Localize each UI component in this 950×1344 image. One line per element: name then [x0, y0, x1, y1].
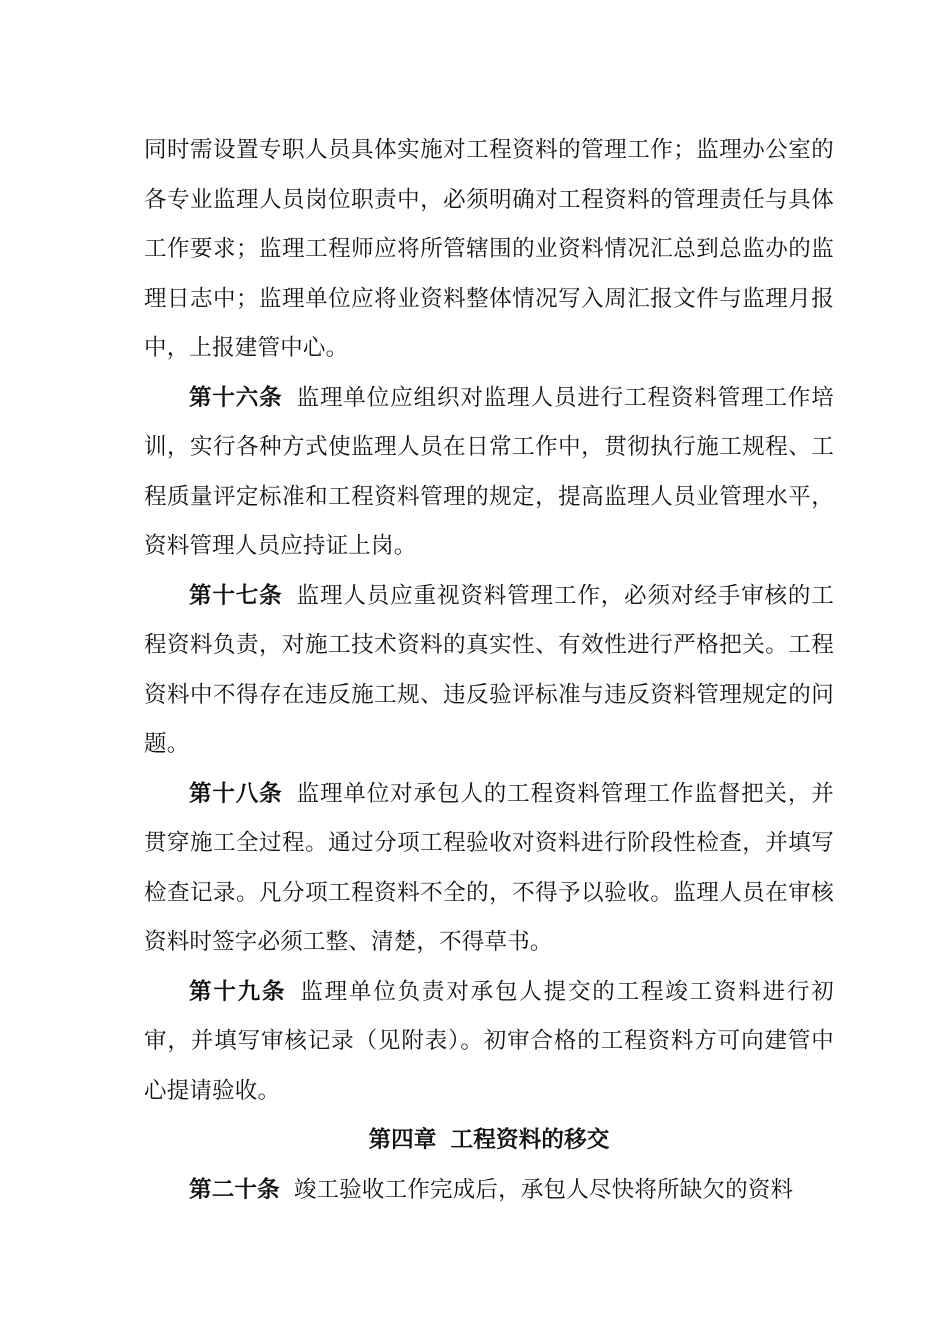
article-number: 第十六条	[189, 384, 283, 411]
article-number: 第十七条	[189, 582, 283, 609]
article-20	[144, 1166, 834, 1216]
article-text: 监理单位负责对承包人提交的工程竣工资料进行初审，并填写审核记录（见附表）。初审合格的工程资料方可向建管中心提请验收。	[144, 978, 834, 1104]
document-body	[144, 126, 834, 1215]
article-text: 监理单位应组织对监理人员进行工程资料管理工作培训，实行各种方式使监理人员在日常工作中，贯彻执行施工规程、工程质量评定标准和工程资料管理的规定，提高监理人员业管理水平，资料管理人员应持证上岗。	[144, 384, 834, 559]
article-number: 第二十条	[189, 1176, 280, 1203]
article-17	[144, 572, 834, 770]
article-text: 竣工验收工作完成后，承包人尽快将所缺欠的资料	[293, 1176, 794, 1203]
article-number: 第十八条	[189, 780, 283, 807]
article-18	[144, 770, 834, 968]
paragraph-continued	[144, 126, 834, 374]
article-text: 监理人员应重视资料管理工作，必须对经手审核的工程资料负责，对施工技术资料的真实性、有效性进行严格把关。工程资料中不得存在违反施工规、违反验评标准与违反资料管理规定的问题。	[144, 582, 834, 757]
chapter-number: 第四章	[368, 1127, 437, 1153]
chapter-heading	[144, 1116, 834, 1166]
article-text: 监理单位对承包人的工程资料管理工作监督把关，并贯穿施工全过程。通过分项工程验收对资料进行阶段性检查，并填写检查记录。凡分项工程资料不全的，不得予以验收。监理人员在审核资料时签字必须工整、清楚，不得草书。	[144, 780, 834, 955]
article-16	[144, 374, 834, 572]
article-number: 第十九条	[189, 978, 287, 1005]
article-19	[144, 968, 834, 1117]
chapter-title: 工程资料的移交	[450, 1127, 610, 1153]
paragraph-text: 同时需设置专职人员具体实施对工程资料的管理工作；监理办公室的各专业监理人员岗位职责中，必须明确对工程资料的管理责任与具体工作要求；监理工程师应将所管辖围的业资料情况汇总到总监办的监理日志中；监理单位应将业资料整体情况写入周汇报文件与监理月报中，上报建管中心。	[144, 137, 834, 361]
